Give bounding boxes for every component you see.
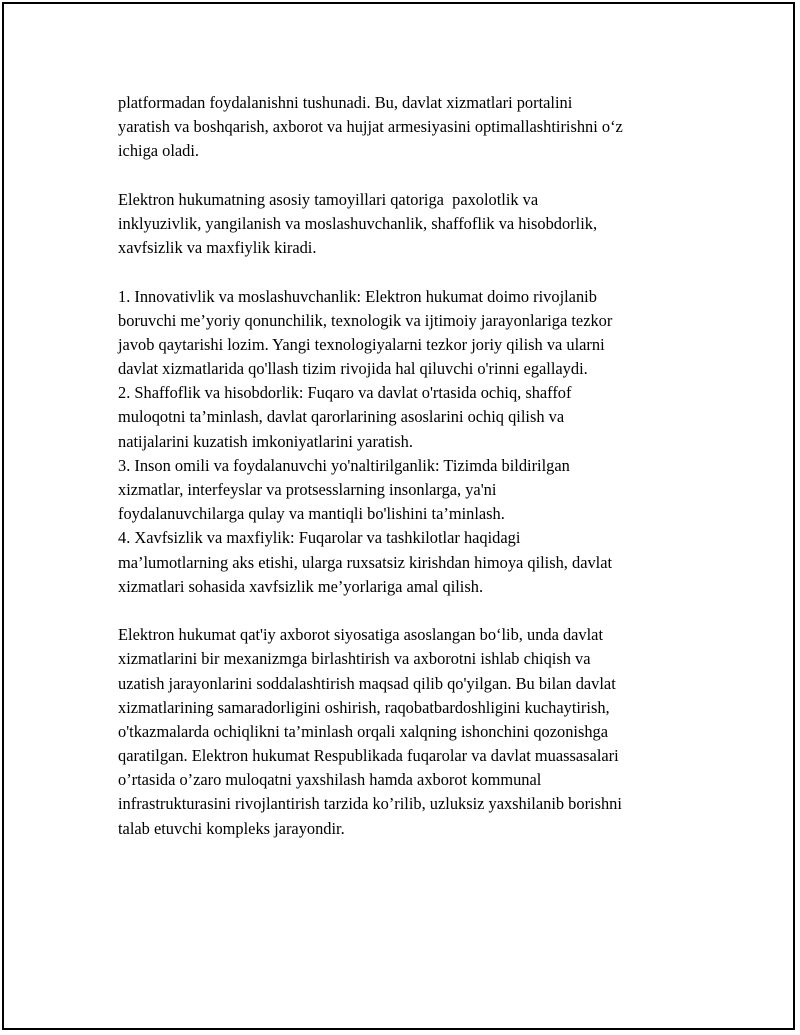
text-line: uzatish jarayonlarini soddalashtirish maqsad qilib qo'yilgan. Bu bilan davlat: [118, 673, 616, 693]
text-line: qaratilgan. Elektron hukumat Respublikada fuqarolar va davlat muassasalari: [118, 746, 619, 766]
text-line: natijalarini kuzatish imkoniyatlarini yaratish.: [118, 431, 413, 451]
text-line: 3. Inson omili va foydalanuvchi yo'naltirilganlik: Tizimda bildirilgan: [118, 455, 570, 475]
paragraph-conclusion: [118, 623, 698, 841]
text-line: muloqotni ta’minlash, davlat qarorlarining asoslarini ochiq qilish va: [118, 407, 565, 427]
text-line: ma’lumotlarning aks etishi, ularga ruxsatsiz kirishdan himoya qilish, davlat: [118, 552, 613, 572]
list-item-security: [118, 526, 698, 599]
text-line: javob qaytarishi lozim. Yangi texnologiyalarni tezkor joriy qilish va ularni: [118, 334, 605, 354]
text-line: talab etuvchi kompleks jarayondir.: [118, 818, 345, 838]
list-item-user-orientation: [118, 454, 698, 527]
text-line: Elektron hukumat qat'iy axborot siyosatiga asoslangan bo‘lib, unda davlat: [118, 625, 604, 645]
text-line: yaratish va boshqarish, axborot va hujjat armesiyasini optimallashtirishni o‘z: [118, 117, 623, 137]
list-item-transparency: [118, 381, 698, 454]
text-line: o'tkazmalarda ochiqlikni ta’minlash orqali xalqning ishonchini qozonishga: [118, 721, 609, 741]
paragraph-spacer: [118, 260, 698, 284]
text-line: ichiga oladi.: [118, 141, 200, 161]
text-line: foydalanuvchilarga qulay va mantiqli bo'lishini ta’minlash.: [118, 504, 505, 524]
text-line: 4. Xavfsizlik va maxfiylik: Fuqarolar va tashkilotlar haqidagi: [118, 528, 521, 548]
paragraph-intro: [118, 91, 698, 164]
text-line: infrastrukturasini rivojlantirish tarzida ko’rilib, uzluksiz yaxshilanib borishni: [118, 794, 622, 814]
text-line: davlat xizmatlarida qo'llash tizim rivojida hal qiluvchi o'rinni egallaydi.: [118, 359, 588, 379]
text-line: xizmatlarini bir mexanizmga birlashtirish va axborotni ishlab chiqish va: [118, 649, 591, 669]
paragraph-spacer: [118, 164, 698, 188]
text-line: inklyuzivlik, yangilanish va moslashuvchanlik, shaffoflik va hisobdorlik,: [118, 213, 598, 233]
text-line: 2. Shaffoflik va hisobdorlik: Fuqaro va davlat o'rtasida ochiq, shaffof: [118, 383, 572, 403]
text-line: xizmatlari sohasida xavfsizlik me’yorlariga amal qilish.: [118, 576, 484, 596]
paragraph-principles: [118, 188, 698, 261]
list-item-innovation: [118, 285, 698, 382]
principles-list: [118, 285, 698, 599]
text-line: boruvchi me’yoriy qonunchilik, texnologik va ijtimoiy jarayonlariga tezkor: [118, 310, 613, 330]
text-line: platformadan foydalanishni tushunadi. Bu, davlat xizmatlari portalini: [118, 93, 573, 112]
text-line: xizmatlar, interfeyslar va protsesslarning insonlarga, ya'ni: [118, 480, 497, 499]
text-line: 1. Innovativlik va moslashuvchanlik: Elektron hukumat doimo rivojlanib: [118, 286, 597, 306]
text-line: Elektron hukumatning asosiy tamoyillari qatoriga paxolotlik va: [118, 189, 539, 209]
text-line: o’rtasida o’zaro muloqatni yaxshilash hamda axborot kommunal: [118, 770, 542, 790]
document-body: [118, 91, 698, 841]
text-line: xizmatlarining samaradorligini oshirish, raqobatbardoshligini kuchaytirish,: [118, 697, 610, 717]
text-line: xavfsizlik va maxfiylik kiradi.: [118, 238, 317, 258]
paragraph-spacer: [118, 599, 698, 623]
